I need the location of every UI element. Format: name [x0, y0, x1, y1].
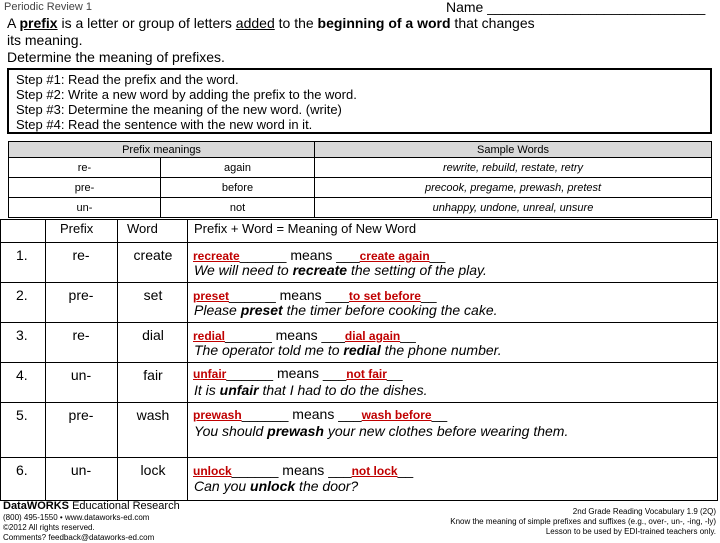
footer-standard: 2nd Grade Reading Vocabulary 1.9 (2Q) Know the meaning of simple prefixes and suffixes (e.g., over-, un-, -ing, -ly) Lesson to be used by EDI-trained teachers only.: [450, 507, 716, 536]
new-word-meaning-line: redial______ means ___dial again__: [193, 327, 416, 343]
step-3: Step #3: Determine the meaning of the new word. (write): [16, 102, 342, 117]
table-row: [9, 158, 712, 178]
new-word-answer: unlock: [193, 464, 232, 478]
prefix-meanings-header: Prefix meanings: [9, 142, 315, 158]
samples-cell: precook, pregame, prewash, pretest: [315, 178, 712, 198]
example-sentence: We will need to recreate the setting of the play.: [194, 262, 487, 278]
item-word: set: [143, 287, 163, 303]
word-column-header: Word: [127, 221, 158, 236]
row-divider: [0, 457, 718, 458]
new-word-meaning-line: prewash______ means ___wash before__: [193, 406, 448, 422]
new-word-answer: redial: [193, 329, 226, 343]
meaning-answer: create again: [359, 249, 430, 263]
meaning-cell: before: [161, 178, 315, 198]
item-word: lock: [140, 462, 166, 478]
meaning-cell: not: [161, 198, 315, 218]
prefix-column-header: Prefix: [60, 221, 94, 236]
item-word: wash: [136, 407, 170, 423]
row-divider: [0, 402, 718, 403]
new-word-meaning-line: preset______ means ___to set before__: [193, 287, 437, 303]
example-sentence: Please preset the timer before cooking the cake.: [194, 302, 498, 318]
meaning-answer: wash before: [361, 408, 432, 422]
column-divider: [45, 219, 46, 501]
example-sentence: It is unfair that I had to do the dishes.: [194, 382, 428, 398]
combo-column-header: Prefix + Word = Meaning of New Word: [194, 221, 417, 236]
prefix-cell: re-: [9, 158, 161, 178]
new-word-meaning-line: unlock______ means ___not lock__: [193, 462, 414, 478]
new-word-answer: preset: [193, 289, 230, 303]
item-prefix: pre-: [68, 407, 94, 423]
table-row: [9, 198, 712, 218]
item-word: dial: [142, 327, 164, 343]
item-word: create: [133, 247, 173, 263]
item-number: 1.: [16, 247, 28, 263]
row-divider: [0, 242, 718, 243]
new-word-answer: unfair: [193, 367, 227, 381]
example-sentence: You should prewash your new clothes before wearing them.: [194, 423, 569, 439]
steps-box: [7, 68, 712, 134]
item-word: fair: [143, 367, 163, 383]
meaning-answer: to set before: [348, 289, 421, 303]
dataworks-logo: DataWORKS Educational Research: [3, 500, 180, 512]
item-prefix: un-: [70, 367, 92, 383]
meaning-cell: again: [161, 158, 315, 178]
item-number: 3.: [16, 327, 28, 343]
table-row: [9, 178, 712, 198]
item-number: 5.: [16, 407, 28, 423]
new-word-answer: recreate: [193, 249, 240, 263]
name-field-label: Name ____________________________: [446, 0, 706, 15]
step-4: Step #4: Read the sentence with the new word in it.: [16, 117, 313, 132]
row-divider: [0, 362, 718, 363]
step-1: Step #1: Read the prefix and the word.: [16, 72, 239, 87]
intro-text: A prefix is a letter or group of letters added to the beginning of a word that changes its meaning. Determine the meaning of prefixes.: [7, 15, 535, 65]
header-title: Periodic Review 1: [4, 1, 93, 13]
new-word-meaning-line: recreate______ means ___create again__: [193, 247, 446, 263]
footer-contact: (800) 495-1550 • www.dataworks-ed.com ©2012 All rights reserved. Comments? feedback@dataworks-ed.com: [3, 513, 155, 542]
row-divider: [0, 282, 718, 283]
prefix-cell: pre-: [9, 178, 161, 198]
item-number: 2.: [16, 287, 28, 303]
samples-cell: unhappy, undone, unreal, unsure: [315, 198, 712, 218]
step-2: Step #2: Write a new word by adding the prefix to the word.: [16, 87, 357, 102]
item-prefix: pre-: [68, 287, 94, 303]
samples-cell: rewrite, rebuild, restate, retry: [315, 158, 712, 178]
meaning-answer: not fair: [346, 367, 387, 381]
item-prefix: re-: [72, 327, 90, 343]
meaning-answer: not lock: [351, 464, 398, 478]
sample-words-header: Sample Words: [315, 142, 712, 158]
example-sentence: The operator told me to redial the phone number.: [194, 342, 502, 358]
new-word-answer: prewash: [193, 408, 242, 422]
meaning-answer: dial again: [344, 329, 401, 343]
new-word-meaning-line: unfair______ means ___not fair__: [193, 365, 403, 381]
item-number: 6.: [16, 462, 28, 478]
example-sentence: Can you unlock the door?: [194, 478, 359, 494]
item-prefix: un-: [70, 462, 92, 478]
prefix-meanings-table: [8, 141, 712, 218]
prefix-cell: un-: [9, 198, 161, 218]
row-divider: [0, 322, 718, 323]
item-number: 4.: [16, 367, 28, 383]
item-prefix: re-: [72, 247, 90, 263]
